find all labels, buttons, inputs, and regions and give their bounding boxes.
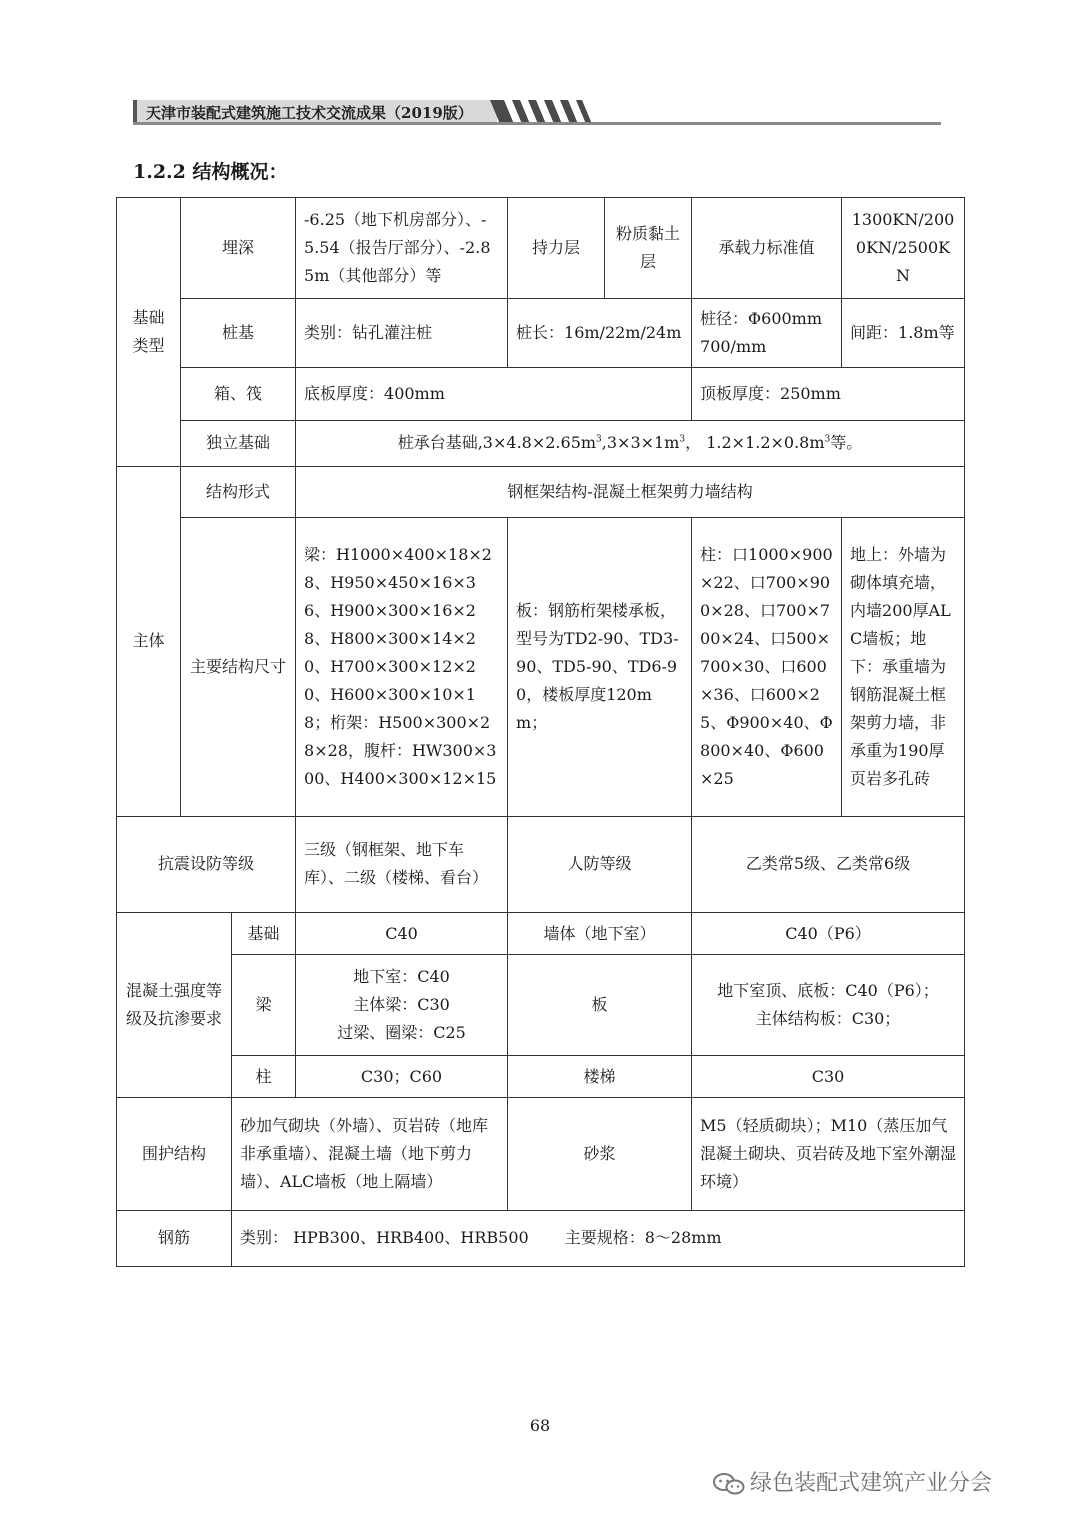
value-concrete-foundation: C40 [296, 912, 508, 954]
label-envelope: 围护结构 [117, 1098, 232, 1210]
group-main-structure: 主体 [117, 466, 181, 816]
value-concrete-column: C30；C60 [296, 1056, 508, 1098]
table-row [117, 368, 965, 420]
value-structure-form: 钢框架结构-混凝土框架剪力墙结构 [296, 466, 965, 517]
value-beam-dimensions: 梁：H1000×400×18×28、H950×450×16×36、H900×300×16×28、H800×300×14×20、H700×300×12×20、H600×300×10×18；桁架：H500×300×28×28，腹杆：HW300×300、H400×300×12×15 [296, 517, 508, 816]
table-row [117, 517, 965, 816]
label-concrete-column: 柱 [232, 1056, 296, 1098]
label-concrete-beam: 梁 [232, 955, 296, 1056]
label-concrete-wall: 墙体（地下室） [508, 912, 692, 954]
page-number: 68 [529, 1416, 551, 1435]
value-column-dimensions: 柱：口1000×900×22、口700×900×28、口700×700×24、口500×700×30、口600×36、口600×25、Φ900×40、Φ800×40、Φ600×25 [692, 517, 842, 816]
table-row [117, 299, 965, 368]
label-bearing-layer: 持力层 [508, 198, 605, 299]
group-foundation-type: 基础类型 [117, 198, 181, 467]
value-pile-length: 桩长：16m/22m/24m [508, 299, 692, 368]
header-stripes-decoration [490, 100, 600, 124]
value-top-slab: 顶板厚度：250mm [692, 368, 965, 420]
table-row [117, 1098, 965, 1210]
label-main-dimensions: 主要结构尺寸 [181, 517, 296, 816]
value-pile-diameter: 桩径：Φ600mm 700/mm [692, 299, 842, 368]
value-envelope: 砂加气砌块（外墙）、页岩砖（地库非承重墙）、混凝土墙（地下剪力墙）、ALC墙板（地上隔墙） [232, 1098, 508, 1210]
section-title: 1.2.2 结构概况： [133, 161, 288, 183]
label-seismic-grade: 抗震设防等级 [117, 816, 296, 912]
table-row [117, 198, 965, 299]
label-depth: 埋深 [181, 198, 296, 299]
structure-overview-table [116, 197, 965, 1267]
watermark-text: 绿色装配式建筑产业分会 [750, 1471, 993, 1496]
value-depth: -6.25（地下机房部分）、-5.54（报告厅部分）、-2.85m（其他部分）等 [296, 198, 508, 299]
label-structure-form: 结构形式 [181, 466, 296, 517]
value-mortar: M5（轻质砌块）；M10（蒸压加气混凝土砌块、页岩砖及地下室外潮湿环境） [692, 1098, 965, 1210]
watermark [712, 1466, 992, 1497]
table-row [117, 466, 965, 517]
wechat-icon [712, 1472, 746, 1496]
label-concrete-foundation: 基础 [232, 912, 296, 954]
table-row [117, 1056, 965, 1098]
value-slab-dimensions: 板：钢筋桁架楼承板，型号为TD2-90、TD3-90、TD5-90、TD6-90，楼板厚度120mm； [508, 517, 692, 816]
label-bearing-capacity: 承载力标准值 [692, 198, 842, 299]
header-title: 天津市装配式建筑施工技术交流成果（2019版） [146, 104, 473, 122]
label-mortar: 砂浆 [508, 1098, 692, 1210]
table-row [117, 420, 965, 466]
table-row [117, 912, 965, 954]
value-concrete-slab: 地下室顶、底板：C40（P6）； 主体结构板：C30； [692, 955, 965, 1056]
value-bearing-capacity: 1300KN/2000KN/2500KN [842, 198, 965, 299]
value-concrete-beam: 地下室：C40 主体梁：C30 过梁、圈梁：C25 [296, 955, 508, 1056]
group-concrete-grade: 混凝土强度等级及抗渗要求 [117, 912, 232, 1098]
label-box-raft: 箱、筏 [181, 368, 296, 420]
value-wall-description: 地上：外墙为砌体填充墙，内墙200厚ALC墙板；地下：承重墙为钢筋混凝土框架剪力墙，非承重为190厚页岩多孔砖 [842, 517, 965, 816]
value-civil-defense-grade: 乙类常5级、乙类常6级 [692, 816, 965, 912]
header-rule [133, 122, 941, 125]
table-row [117, 1210, 965, 1266]
value-bottom-slab: 底板厚度：400mm [296, 368, 692, 420]
value-rebar: 类别： HPB300、HRB400、HRB500 主要规格：8～28mm [232, 1210, 965, 1266]
label-isolated-foundation: 独立基础 [181, 420, 296, 466]
table-row [117, 816, 965, 912]
value-pile-spacing: 间距：1.8m等 [842, 299, 965, 368]
label-concrete-slab: 板 [508, 955, 692, 1056]
label-concrete-stair: 楼梯 [508, 1056, 692, 1098]
value-seismic-grade: 三级（钢框架、地下车库）、二级（楼梯、看台） [296, 816, 508, 912]
value-pile-type: 类别：钻孔灌注桩 [296, 299, 508, 368]
value-concrete-stair: C30 [692, 1056, 965, 1098]
value-concrete-wall: C40（P6） [692, 912, 965, 954]
label-civil-defense-grade: 人防等级 [508, 816, 692, 912]
value-isolated-foundation: 桩承台基础$,3\times 4.8\times 2.65m^3,3\times 3\times 1m^3$， $1.2\times 1.2\times 0.8m^3$等。 [296, 420, 965, 466]
label-rebar: 钢筋 [117, 1210, 232, 1266]
label-pile-foundation: 桩基 [181, 299, 296, 368]
table-row [117, 955, 965, 1056]
value-bearing-layer: 粉质黏土层 [605, 198, 692, 299]
